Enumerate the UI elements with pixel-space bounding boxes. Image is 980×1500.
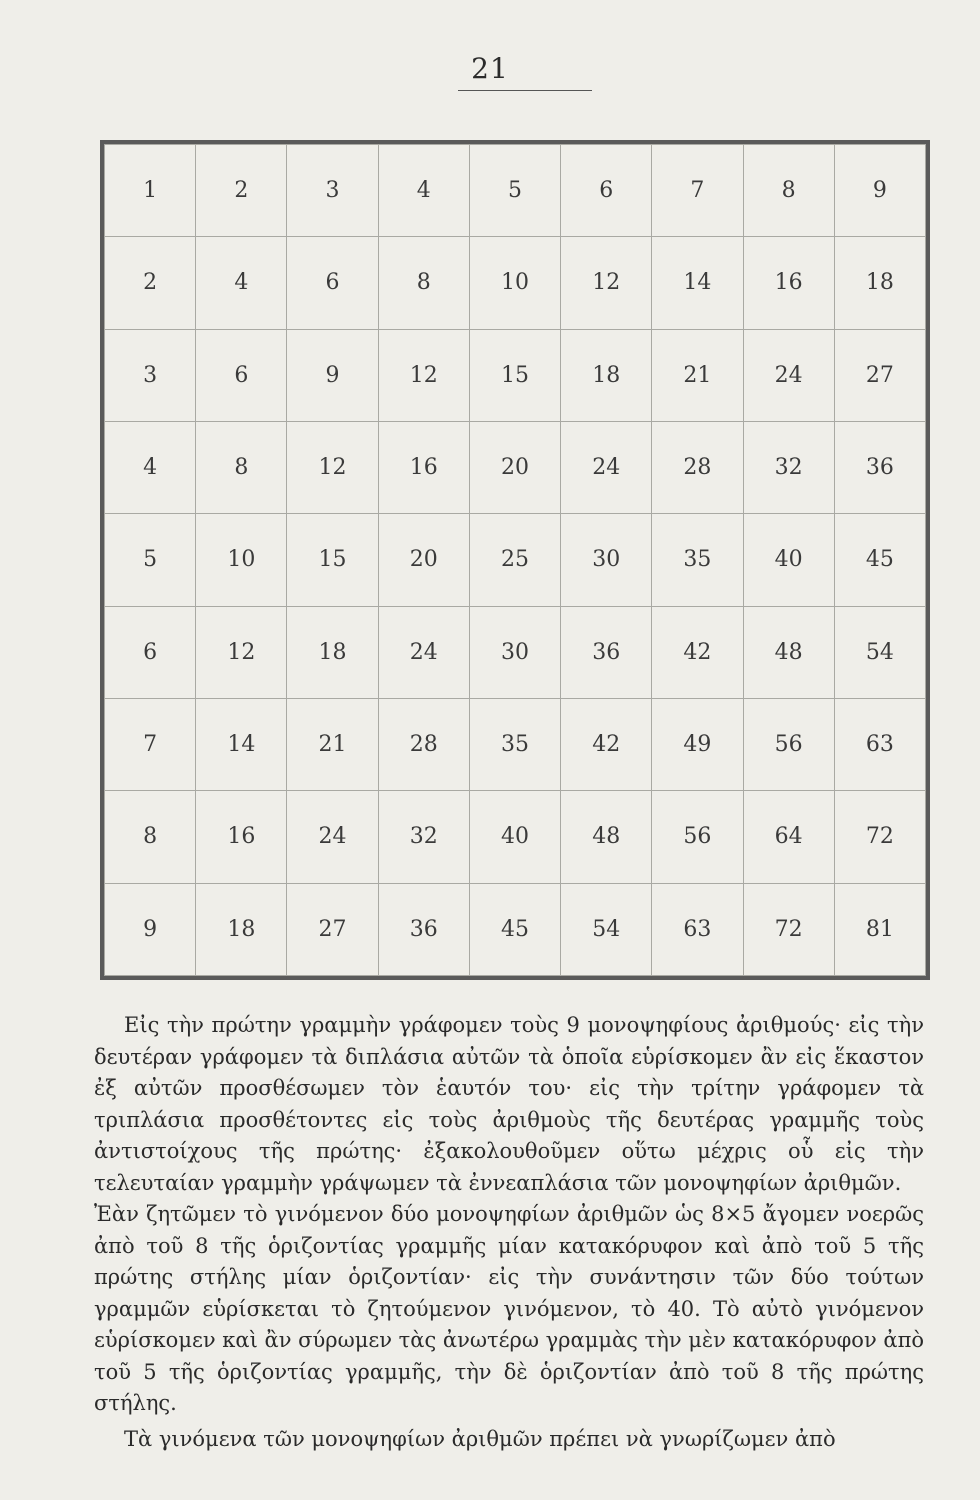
table-cell: 45 [469, 883, 560, 975]
table-cell: 28 [652, 421, 743, 513]
table-cell: 54 [834, 606, 925, 698]
table-cell: 24 [561, 421, 652, 513]
table-cell: 16 [196, 791, 287, 883]
table-cell: 63 [652, 883, 743, 975]
table-cell: 35 [469, 698, 560, 790]
table-row [105, 791, 926, 883]
table-cell: 1 [105, 145, 196, 237]
table-cell: 32 [743, 421, 834, 513]
table-cell: 9 [105, 883, 196, 975]
table-cell: 8 [105, 791, 196, 883]
table-cell: 21 [652, 329, 743, 421]
table-row [105, 237, 926, 329]
table-cell: 30 [561, 514, 652, 606]
table-cell: 10 [469, 237, 560, 329]
table-cell: 8 [378, 237, 469, 329]
paragraph-3: Τὰ γινόμενα τῶν μονοψηφίων ἀριθμῶν πρέπει νὰ γνωρίζωμεν ἀπὸ [124, 1426, 836, 1451]
table-cell: 24 [378, 606, 469, 698]
table-row [105, 698, 926, 790]
multiplication-grid [104, 144, 926, 976]
table-cell: 36 [378, 883, 469, 975]
table-cell: 4 [196, 237, 287, 329]
table-cell: 30 [469, 606, 560, 698]
table-cell: 72 [743, 883, 834, 975]
body-text [94, 1010, 924, 1455]
table-cell: 8 [743, 145, 834, 237]
table-cell: 12 [378, 329, 469, 421]
paragraph-2: Ἐὰν ζητῶμεν τὸ γινόμενον δύο μονοψηφίων ἀριθμῶν ὡς 8×5 ἄγομεν νοερῶς ἀπὸ τοῦ 8 τῆς ὁριζοντίας γραμμῆς μίαν κατακόρυφον καὶ ἀπὸ τοῦ 5 τῆς πρώτης στήλης μίαν ὁριζοντίαν· εἰς τὴν συνάντησιν τῶν δύο τούτων γραμμῶν εὑρίσκεται τὸ ζητούμενον γινόμενον, τὸ 40. Τὸ αὐτὸ γινόμενον εὑρίσκομεν καὶ ἂν σύρωμεν τὰς ἀνωτέρω γραμμὰς τὴν μὲν κατακόρυφον ἀπὸ τοῦ 5 τῆς ὁριζοντίας γραμμῆς, τὴν δὲ ὁριζοντίαν ἀπὸ τοῦ 8 τῆς πρώτης στήλης. [94, 1202, 925, 1415]
page-number: 21 [471, 52, 509, 85]
table-cell: 48 [561, 791, 652, 883]
table-cell: 49 [652, 698, 743, 790]
page-number-rule [458, 90, 592, 91]
table-cell: 81 [834, 883, 925, 975]
table-cell: 21 [287, 698, 378, 790]
table-cell: 9 [287, 329, 378, 421]
table-cell: 40 [743, 514, 834, 606]
table-cell: 20 [378, 514, 469, 606]
table-cell: 56 [652, 791, 743, 883]
table-cell: 25 [469, 514, 560, 606]
table-cell: 4 [378, 145, 469, 237]
table-cell: 63 [834, 698, 925, 790]
table-cell: 12 [287, 421, 378, 513]
table-cell: 18 [287, 606, 378, 698]
table-cell: 6 [287, 237, 378, 329]
table-cell: 2 [196, 145, 287, 237]
table-cell: 5 [105, 514, 196, 606]
table-cell: 40 [469, 791, 560, 883]
table-cell: 7 [652, 145, 743, 237]
table-cell: 5 [469, 145, 560, 237]
table-cell: 15 [469, 329, 560, 421]
table-row [105, 514, 926, 606]
table-row [105, 421, 926, 513]
table-cell: 18 [561, 329, 652, 421]
table-cell: 18 [834, 237, 925, 329]
table-row [105, 329, 926, 421]
table-cell: 42 [652, 606, 743, 698]
table-cell: 7 [105, 698, 196, 790]
table-cell: 36 [834, 421, 925, 513]
table-cell: 6 [561, 145, 652, 237]
table-cell: 4 [105, 421, 196, 513]
table-cell: 16 [378, 421, 469, 513]
multiplication-table [100, 140, 930, 980]
table-cell: 16 [743, 237, 834, 329]
table-cell: 24 [287, 791, 378, 883]
table-cell: 3 [287, 145, 378, 237]
table-cell: 14 [196, 698, 287, 790]
table-cell: 20 [469, 421, 560, 513]
table-cell: 12 [196, 606, 287, 698]
table-row [105, 606, 926, 698]
table-cell: 18 [196, 883, 287, 975]
table-cell: 6 [196, 329, 287, 421]
table-cell: 6 [105, 606, 196, 698]
table-cell: 64 [743, 791, 834, 883]
table-cell: 27 [834, 329, 925, 421]
table-cell: 9 [834, 145, 925, 237]
table-cell: 54 [561, 883, 652, 975]
table-cell: 56 [743, 698, 834, 790]
table-cell: 2 [105, 237, 196, 329]
table-cell: 27 [287, 883, 378, 975]
table-cell: 42 [561, 698, 652, 790]
table-cell: 35 [652, 514, 743, 606]
table-cell: 32 [378, 791, 469, 883]
paragraph-1: Εἰς τὴν πρώτην γραμμὴν γράφομεν τοὺς 9 μονοψηφίους ἀριθμούς· εἰς τὴν δευτέραν γράφομεν τὰ διπλάσια αὐτῶν τὰ ὁποῖα εὑρίσκομεν ἂν εἰς ἕκαστον ἐξ αὐτῶν προσθέσωμεν τὸν ἑαυτόν του· εἰς τὴν τρίτην γράφομεν τὰ τριπλάσια προσθέτοντες εἰς τοὺς ἀριθμοὺς τῆς δευτέρας γραμμῆς τοὺς ἀντιστοίχους τῆς πρώτης· ἐξακολουθοῦμεν οὕτω μέχρις οὗ εἰς τὴν τελευταίαν γραμμὴν γράψωμεν τὰ ἐννεαπλάσια τῶν μονοψηφίων ἀριθμῶν. [94, 1013, 924, 1195]
table-cell: 10 [196, 514, 287, 606]
table-cell: 14 [652, 237, 743, 329]
table-cell: 45 [834, 514, 925, 606]
table-cell: 15 [287, 514, 378, 606]
table-cell: 8 [196, 421, 287, 513]
table-cell: 36 [561, 606, 652, 698]
table-row [105, 883, 926, 975]
table-cell: 24 [743, 329, 834, 421]
table-cell: 72 [834, 791, 925, 883]
table-cell: 48 [743, 606, 834, 698]
table-cell: 3 [105, 329, 196, 421]
table-cell: 28 [378, 698, 469, 790]
table-row [105, 145, 926, 237]
table-cell: 12 [561, 237, 652, 329]
